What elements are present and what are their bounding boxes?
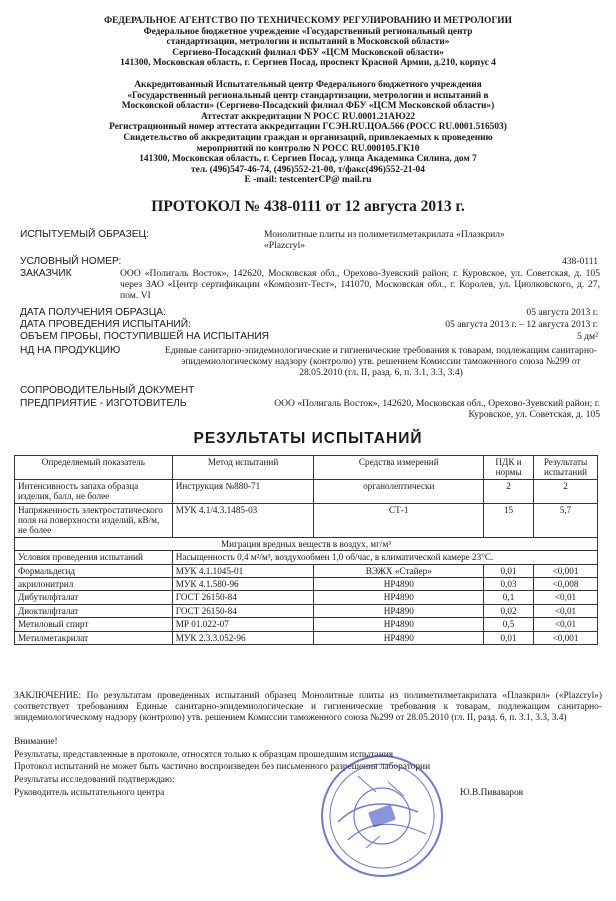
header-line: ФЕДЕРАЛЬНОЕ АГЕНТСТВО ПО ТЕХНИЧЕСКОМУ РЕГУЛИРОВАНИЮ И МЕТРОЛОГИИ bbox=[104, 16, 512, 26]
sample-label: ИСПЫТУЕМЫЙ ОБРАЗЕЦ: bbox=[20, 229, 149, 240]
results-title: РЕЗУЛЬТАТЫ ИСПЫТАНИЙ bbox=[193, 430, 423, 447]
col-header: Определяемый показатель bbox=[15, 456, 173, 480]
cell: ГОСТ 26150-84 bbox=[172, 591, 314, 604]
cell: МУК 4.1/4.3.1485-03 bbox=[172, 503, 314, 537]
col-header: Результаты испытаний bbox=[534, 456, 598, 480]
sample-value: Монолитные плиты из полиметилметакрилата «Плазкрил» bbox=[264, 229, 505, 240]
footer-note-2: Протокол испытаний не может быть частично воспроизведен без письменного разрешения лаборатории bbox=[14, 762, 431, 772]
cell: МУК 4.1.1045-01 bbox=[172, 564, 314, 577]
accreditation-header bbox=[0, 80, 616, 186]
cell: HP4890 bbox=[314, 578, 484, 591]
sample-value-latin: «Plazcryl» bbox=[264, 240, 306, 251]
migration-title-row bbox=[15, 537, 598, 550]
cell: HP4890 bbox=[314, 604, 484, 617]
header-line: 141300, Московская область, г. Сергиев Посад, проспект Красной Армии, д.210, корпус 4 bbox=[120, 58, 496, 69]
cell: 0,03 bbox=[484, 578, 534, 591]
sample-volume-label: ОБЪЕМ ПРОБЫ, ПОСТУПИВШЕЙ НА ИСПЫТАНИЯ bbox=[20, 331, 270, 342]
header-line: Свидетельство об аккредитации граждан и организаций, привлекаемых к проведению bbox=[123, 132, 493, 143]
cell: МР 01.022-07 bbox=[172, 618, 314, 631]
header-line: мероприятий по контролю N РОСС RU.000105.ГК10 bbox=[196, 143, 420, 154]
header-line: тел. (496)547-46-74, (496)552-21-00, т/факс(496)552-21-04 bbox=[191, 164, 425, 175]
cell: Дибутилфталат bbox=[15, 591, 173, 604]
cell: Формальдегид bbox=[15, 564, 173, 577]
cell: <0,01 bbox=[534, 591, 598, 604]
cell: ГОСТ 26150-84 bbox=[172, 604, 314, 617]
header-line: Регистрационный номер аттестата аккредитации ГСЭН.RU.ЦОА.566 (РОСС RU.0001.516503) bbox=[109, 122, 507, 133]
nd-label: НД НА ПРОДУКЦИЮ bbox=[20, 345, 121, 356]
table-row bbox=[15, 591, 598, 604]
table-row bbox=[15, 564, 598, 577]
conditions-label: Условия проведения испытаний bbox=[15, 551, 173, 564]
cond-number-label: УСЛОВНЫЙ НОМЕР: bbox=[20, 256, 122, 267]
protocol-title: ПРОТОКОЛ № 438-0111 от 12 августа 2013 г. bbox=[151, 198, 465, 215]
table-row bbox=[15, 631, 598, 644]
footer-note-1: Результаты, представленные в протоколе, относятся только к образцам прошедшим испытания bbox=[14, 750, 394, 760]
date-tests-value: 05 августа 2013 г. – 12 августа 2013 г. bbox=[445, 319, 598, 330]
cell: 2 bbox=[484, 479, 534, 503]
migration-title: Миграция вредных веществ в воздух, мг/м³ bbox=[15, 537, 598, 550]
customer-text: ООО «Полигаль Восток», 142620, Московская обл., Орехово-Зуевский район; г. Куровское, ул. Советская, д. 105 через ЗАО «Центр сертификации «Композит-Тест», 141070, Московская обл., г. Королев, ул. Циолковского, д. 27, пом. VI bbox=[120, 268, 600, 301]
table-row bbox=[15, 479, 598, 503]
sample-volume-value: 5 дм² bbox=[576, 331, 598, 342]
cell: 2 bbox=[534, 479, 598, 503]
accompanying-doc-label: СОПРОВОДИТЕЛЬНЫЙ ДОКУМЕНТ bbox=[20, 385, 195, 396]
header-line: Сергиево-Посадский филиал ФБУ «ЦСМ Московской области» bbox=[172, 47, 444, 58]
col-header: Средства измерений bbox=[314, 456, 484, 480]
cell: <0,008 bbox=[534, 578, 598, 591]
date-received-label: ДАТА ПОЛУЧЕНИЯ ОБРАЗЦА: bbox=[20, 307, 166, 318]
cell: HP4890 bbox=[314, 618, 484, 631]
results-table bbox=[14, 455, 598, 645]
table-header-row bbox=[15, 456, 598, 480]
cell: Инструкция №880-71 bbox=[172, 479, 314, 503]
signer-label: Руководитель испытательного центра bbox=[14, 788, 165, 798]
customer-label: ЗАКАЗЧИК bbox=[20, 268, 72, 279]
cell: Метиловый спирт bbox=[15, 618, 173, 631]
cell: Метилметакрилат bbox=[15, 631, 173, 644]
cell: 5,7 bbox=[534, 503, 598, 537]
cell: 0,02 bbox=[484, 604, 534, 617]
cell: 15 bbox=[484, 503, 534, 537]
table-row bbox=[15, 503, 598, 537]
cell: Диоктилфталат bbox=[15, 604, 173, 617]
header-line: Федеральное бюджетное учреждение «Государственный региональный центр bbox=[143, 26, 473, 37]
table-row bbox=[15, 618, 598, 631]
cell: МУК 4.1.580-96 bbox=[172, 578, 314, 591]
header-line: стандартизации, метрологии и испытаний в Московской области» bbox=[166, 37, 450, 48]
cell: ВЭЖХ «Стайер» bbox=[314, 564, 484, 577]
conclusion: ЗАКЛЮЧЕНИЕ: По результатам проведенных испытаний образец Монолитные плиты из полиметилметакрилата «Плазкрил» («Plazcryl») соответствует требованиям Единые санитарно-эпидемиологические и гигиенические требования к товарам, подлежащим санитарно-эпидемиологическому надзору (контролю) утв. решением Комиссии таможенного союза №299 от 28.05.2010 (гл. II, разд. 6, п. 3.1, 3.3, 3.4) bbox=[14, 691, 602, 723]
col-header: ПДК и нормы bbox=[484, 456, 534, 480]
table-row bbox=[15, 604, 598, 617]
date-tests-label: ДАТА ПРОВЕДЕНИЯ ИСПЫТАНИЙ: bbox=[20, 319, 191, 330]
cond-number-value: 438-0111 bbox=[561, 256, 598, 267]
cell: HP4890 bbox=[314, 631, 484, 644]
cell: МУК 2.3.3.052-96 bbox=[172, 631, 314, 644]
header-line: «Государственный региональный центр стандартизации, метрологии и испытаний в bbox=[127, 90, 489, 101]
manufacturer-label: ПРЕДПРИЯТИЕ - ИЗГОТОВИТЕЛЬ bbox=[20, 398, 187, 409]
col-header: Метод испытаний bbox=[172, 456, 314, 480]
cell: 0,01 bbox=[484, 564, 534, 577]
agency-header bbox=[0, 16, 616, 69]
conditions-row bbox=[15, 551, 598, 564]
cell: акрилонитрил bbox=[15, 578, 173, 591]
cell: HP4890 bbox=[314, 591, 484, 604]
cell: Интенсивность запаха образца изделия, балл, не более bbox=[15, 479, 173, 503]
header-line: Московской области» (Сергиево-Посадский филиал ФБУ «ЦСМ Московской области») bbox=[121, 101, 495, 112]
table-row bbox=[15, 578, 598, 591]
cell: <0,01 bbox=[534, 604, 598, 617]
cell: 0,1 bbox=[484, 591, 534, 604]
date-received-value: 05 августа 2013 г. bbox=[526, 307, 598, 318]
cell: 0,01 bbox=[484, 631, 534, 644]
cell: <0,001 bbox=[534, 631, 598, 644]
manufacturer-text: ООО «Полигаль Восток», 142620, Московская обл., Орехово-Зуевский район; г. Куровское, ул. Советская, д. 105 bbox=[274, 398, 600, 420]
cell: Напряженность электростатического поля на поверхности изделий, кВ/м, не более bbox=[15, 503, 173, 537]
official-seal-stamp bbox=[318, 752, 446, 880]
cell: СТ-1 bbox=[314, 503, 484, 537]
nd-text: Единые санитарно-эпидемиологические и гигиенические требования к товарам, подлежащим санитарно-эпидемиологическому надзору (контролю) утв. решением Комиссии таможенного союза №299 от 28.05.2010 (гл. II, разд. 6, п. 3.1, 3.3, 3.4) bbox=[165, 345, 597, 378]
footer-note-3: Результаты исследований подтверждаю: bbox=[14, 775, 175, 785]
header-line: Аттестат аккредитации N РОСС RU.0001.21АЮ22 bbox=[200, 111, 416, 122]
cell: органолептически bbox=[314, 479, 484, 503]
cell: <0,01 bbox=[534, 618, 598, 631]
cell: 0,5 bbox=[484, 618, 534, 631]
cell: <0,001 bbox=[534, 564, 598, 577]
header-line: Аккредитованный Испытательный центр Федерального бюджетного учреждения bbox=[134, 80, 482, 90]
attention-label: Внимание! bbox=[14, 737, 58, 747]
conditions-text: Насыщенность 0,4 м²/м³, воздухообмен 1,0 об/час, в климатической камере 23°С. bbox=[172, 551, 597, 564]
header-line: E -mail: testcenterCP@ mail.ru bbox=[244, 175, 372, 186]
header-line: 141300, Московская область, г. Сергиев Посад, улица Академика Силина, дом 7 bbox=[139, 154, 477, 165]
signer-name: Ю.В.Пиваваров bbox=[460, 788, 524, 798]
